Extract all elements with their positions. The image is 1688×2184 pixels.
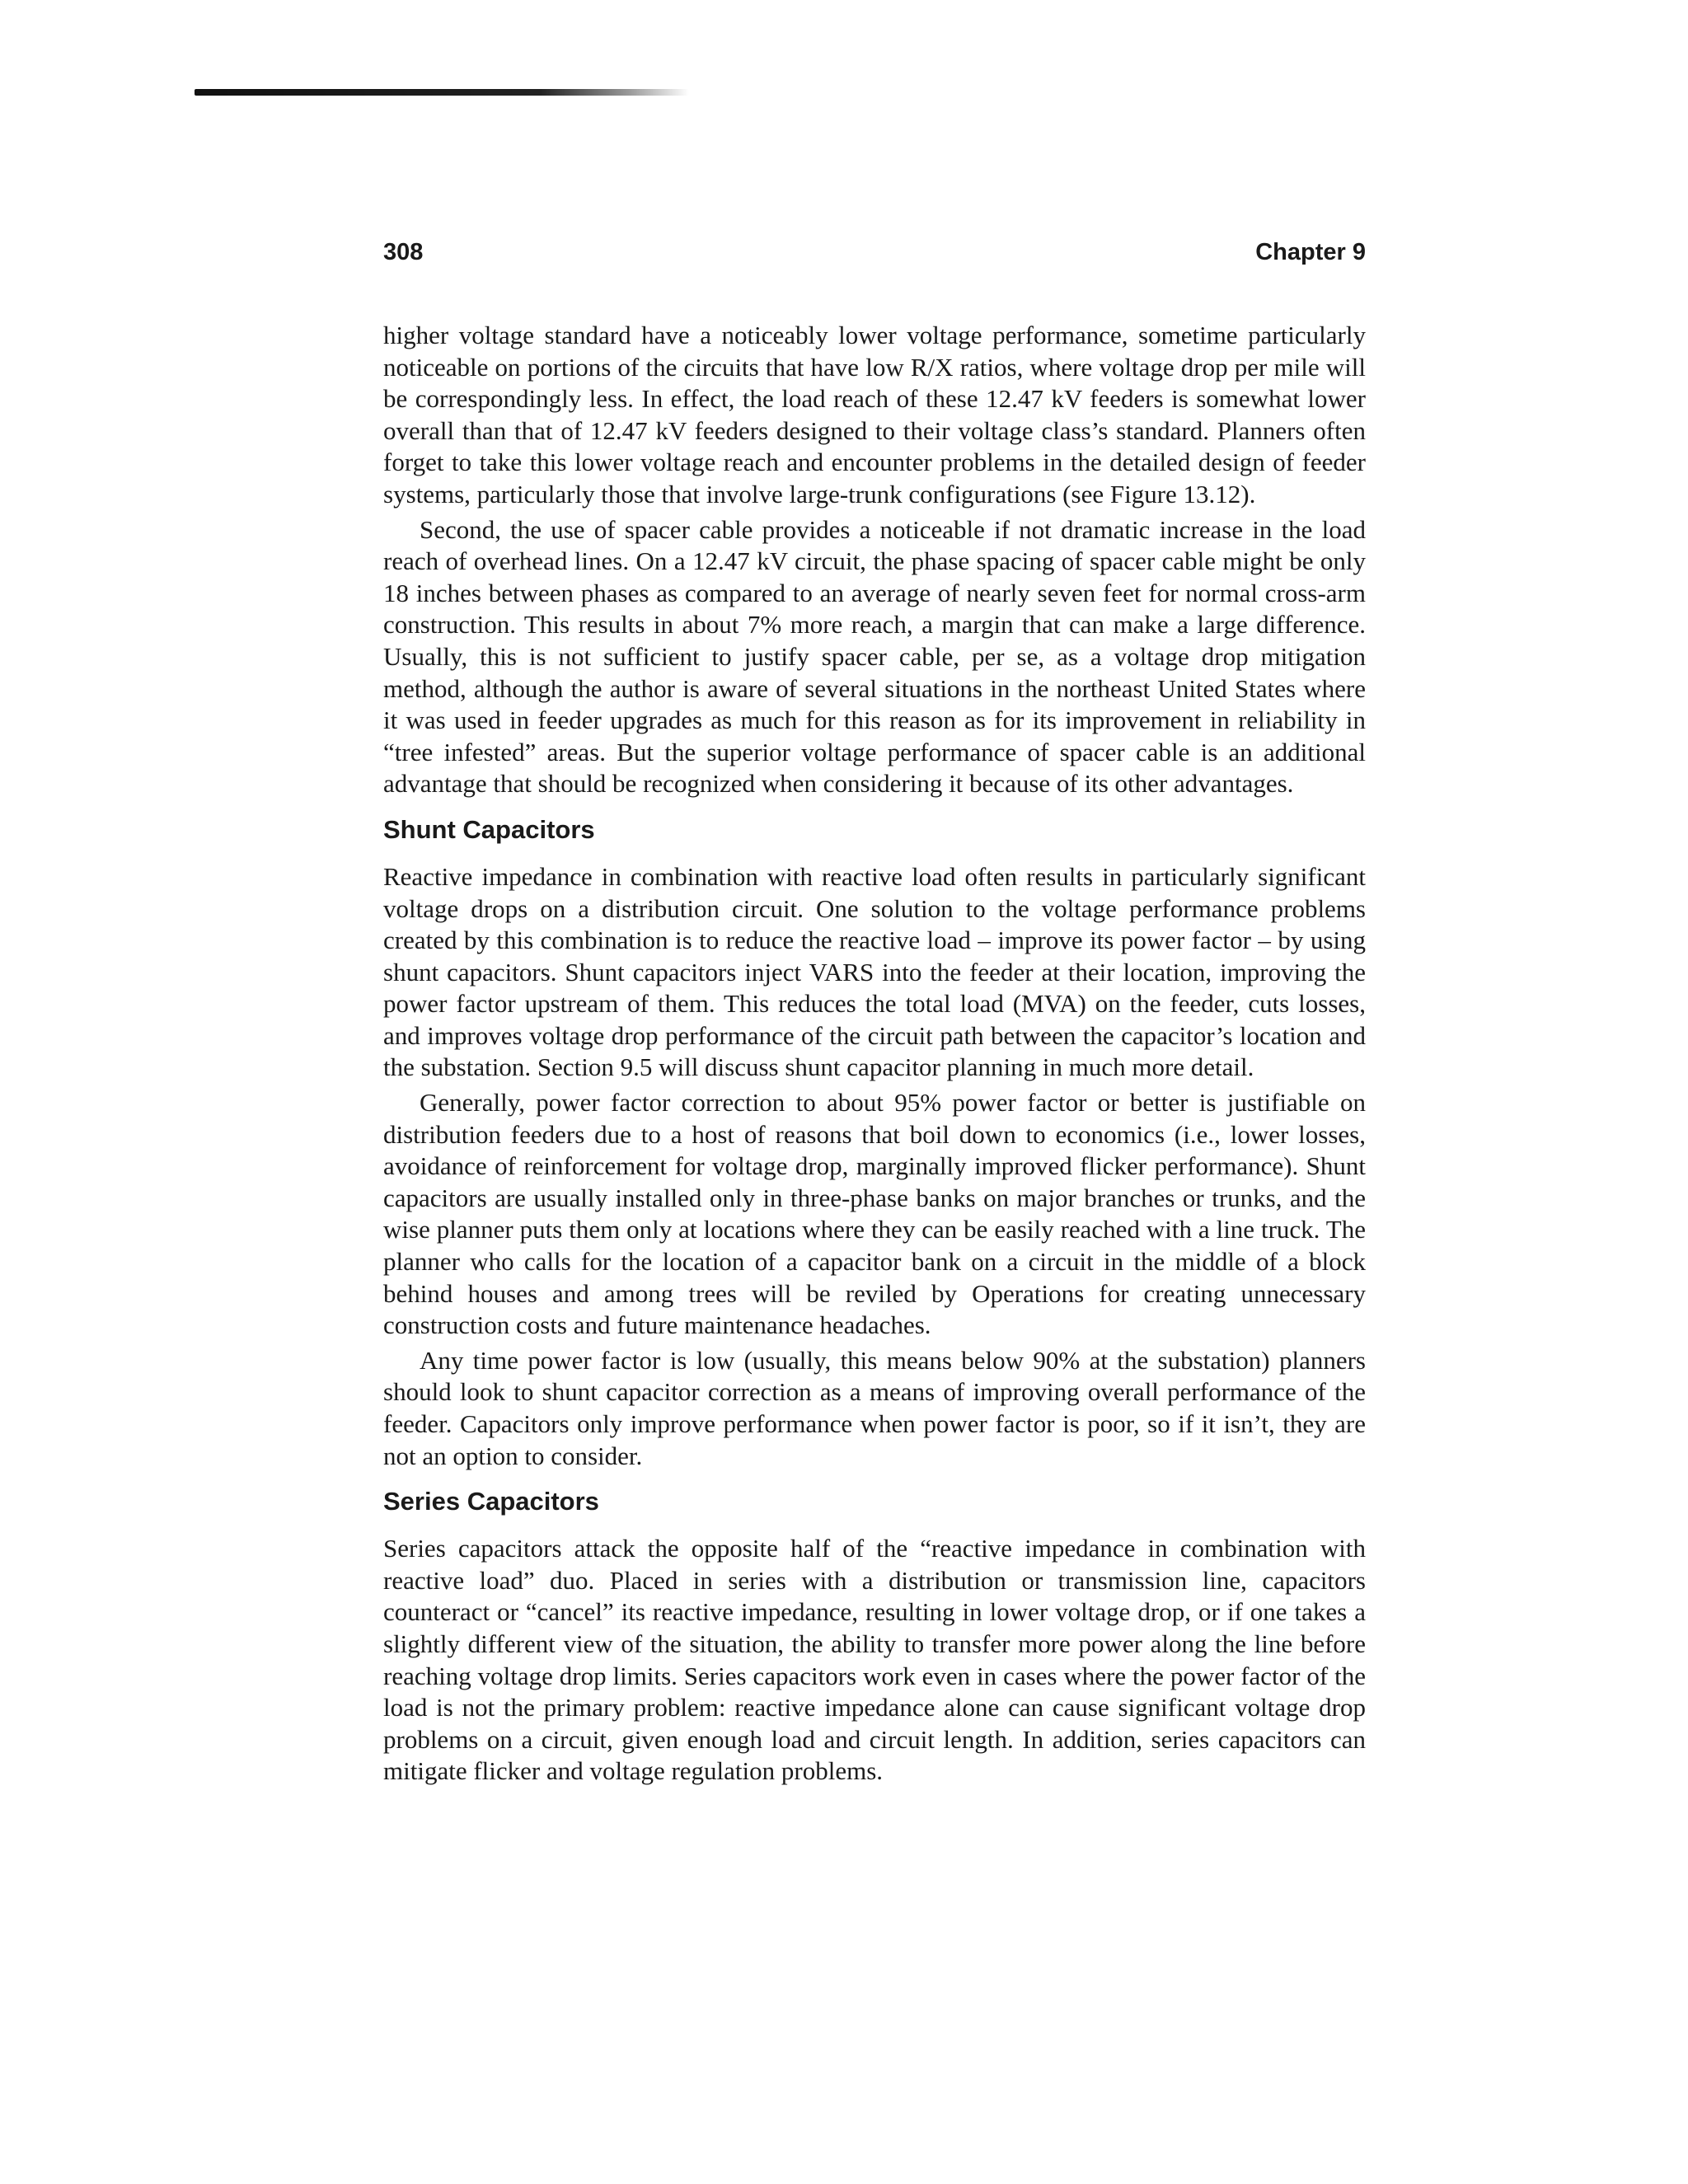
paragraph: higher voltage standard have a noticeably lower voltage performance, sometime particularly noticeable on portions of the circuits that have low R/X ratios, where voltage drop per mile will be correspondingly less. In effect, the load reach of these 12.47 kV feeders is somewhat lower overall than that of 12.47 kV feeders designed to their voltage class’s standard. Planners often forget to take this lower voltage reach and encounter problems in the detailed design of feeder systems, particularly those that involve large-trunk configurations (see Figure 13.12). [383, 321, 1366, 509]
top-rule [195, 89, 689, 96]
paragraph: Second, the use of spacer cable provides a noticeable if not dramatic increase in the load reach of overhead lines. On a 12.47 kV circuit, the phase spacing of spacer cable might be only 18 inches between phases as compared to an average of nearly seven feet for normal cross-arm construction. This results in about 7% more reach, a margin that can make a large difference. Usually, this is not sufficient to justify spacer cable, per se, as a voltage drop mitigation method, although the author is aware of several situations in the northeast United States where it was used in feeder upgrades as much for this reason as for its improvement in reliability in “tree infested” areas. But the superior voltage performance of spacer cable is an additional advantage that should be recognized when considering it because of its other advantages. [383, 514, 1366, 799]
section-heading-shunt-capacitors: Shunt Capacitors [383, 814, 595, 844]
paragraph: Reactive impedance in combination with reactive load often results in particularly significant voltage drops on a distribution circuit. One solution to the voltage performance problems created by this combination is to reduce the reactive load – improve its power factor – by using shunt capacitors. Shunt capacitors inject VARS into the feeder at their location, improving the power factor upstream of them. This reduces the total load (MVA) on the feeder, cuts losses, and improves voltage drop performance of the circuit path between the capacitor’s location and the substation. Section 9.5 will discuss shunt capacitor planning in much more detail. [383, 861, 1366, 1082]
section-heading-series-capacitors: Series Capacitors [383, 1487, 599, 1516]
paragraph: Series capacitors attack the opposite half of the “reactive impedance in combination with reactive load” duo. Placed in series with a distribution or transmission line, capacitors counteract or “cancel” its reactive impedance, resulting in lower voltage drop, or if one takes a slightly different view of the situation, the ability to transfer more power along the line before reaching voltage drop limits. Series capacitors work even in cases where the power factor of the load is not the primary problem: reactive impedance alone can cause significant voltage drop problems on a circuit, given enough load and circuit length. In addition, series capacitors can mitigate flicker and voltage regulation problems. [383, 1534, 1366, 1786]
page-number: 308 [383, 239, 424, 265]
paragraph: Any time power factor is low (usually, this means below 90% at the substation) planners should look to shunt capacitor correction as a means of improving overall performance of the feeder. Capacitors only improve performance when power factor is poor, so if it isn’t, they are not an option to consider. [383, 1345, 1366, 1470]
running-head [383, 239, 1366, 272]
paragraph: Generally, power factor correction to about 95% power factor or better is justifiable on distribution feeders due to a host of reasons that boil down to economics (i.e., lower losses, avoidance of reinforcement for voltage drop, marginally improved flicker performance). Shunt capacitors are usually installed only in three-phase banks on major branches or trunks, and the wise planner puts them only at locations where they can be easily reached with a line truck. The planner who calls for the location of a capacitor bank on a circuit in the middle of a block behind houses and among trees will be reviled by Operations for creating unnecessary construction costs and future maintenance headaches. [383, 1088, 1366, 1340]
chapter-label: Chapter 9 [1255, 239, 1366, 265]
body-text [383, 320, 1366, 1788]
